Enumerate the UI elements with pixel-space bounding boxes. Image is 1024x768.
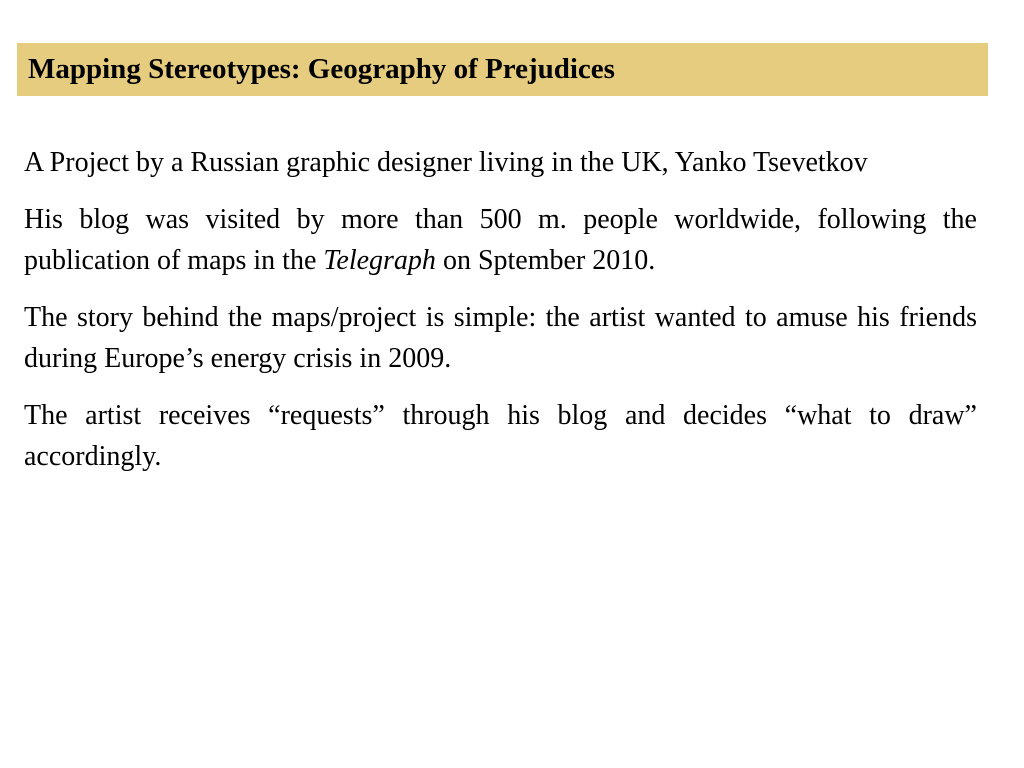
paragraph-requests: The artist receives “requests” through his blog and decides “what to draw” accordingly. [24,399,977,472]
title-bar [17,43,988,96]
paragraph-blog-visits-text-start: His blog was visited by more than 500 m. people worldwide, following the publication of maps in the [24,203,977,276]
paragraph-project-intro: A Project by a Russian graphic designer living in the UK, Yanko Tsevetkov [24,147,868,178]
slide-body [24,142,977,493]
slide-title: Mapping Stereotypes: Geography of Prejudices [28,53,615,85]
paragraph-blog-visits [24,199,977,282]
telegraph-emphasis: Telegraph [323,245,436,276]
paragraph-blog-visits-text-end: on Sptember 2010. [435,245,656,276]
paragraph-story: The story behind the maps/project is simple: the artist wanted to amuse his friends during Europe’s energy crisis in 2009. [24,301,977,374]
